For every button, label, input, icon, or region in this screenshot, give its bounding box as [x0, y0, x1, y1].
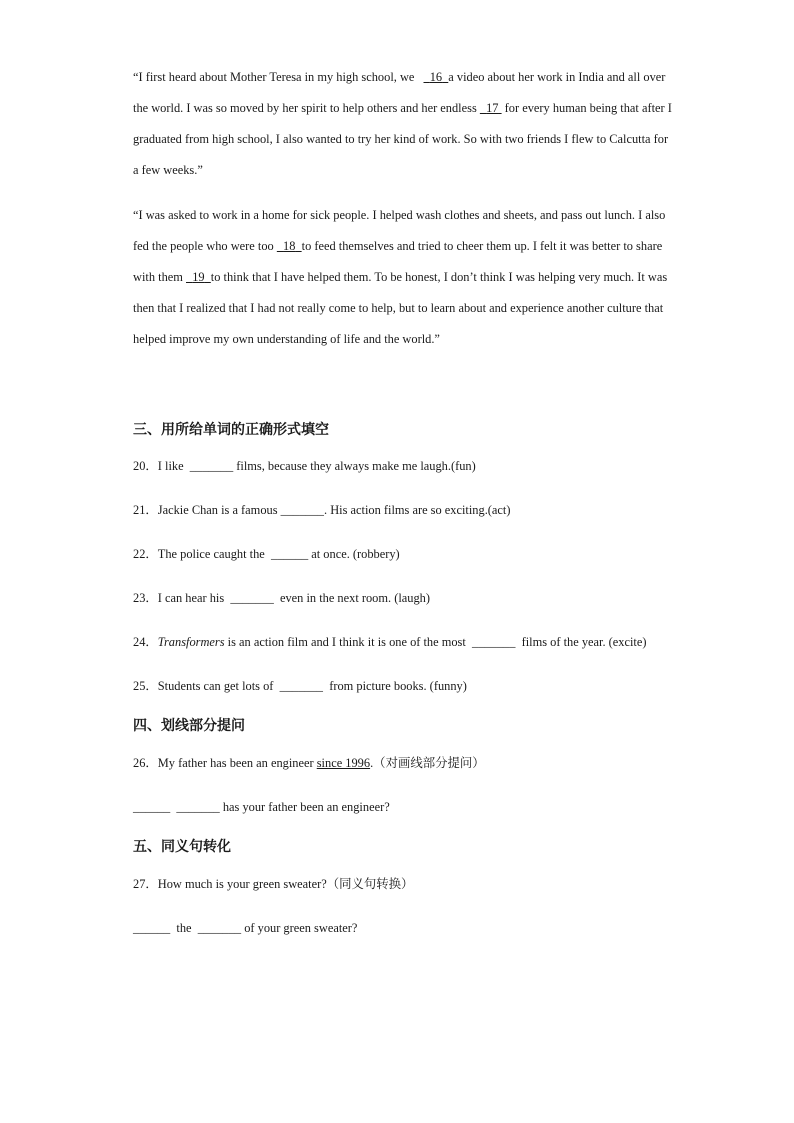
question-26: 26．My father has been an engineer since 1996.（对画线部分提问） [133, 756, 485, 770]
passage-text: “I was asked to work in a home for sick people. I helped wash clothes and sheets, and pass out lunch. I also fed the people who were too [133, 208, 666, 253]
blank-16[interactable]: 16 [429, 70, 443, 84]
answer-line-27: ______ the _______ of your green sweater? [133, 921, 358, 935]
section-heading-5: 五、同义句转化 [133, 839, 231, 855]
section-heading-4: 四、划线部分提问 [133, 718, 245, 734]
film-title: Transformers [157, 635, 225, 649]
question-27: 27．How much is your green sweater?（同义句转换） [133, 877, 414, 891]
passage-text: for every human being that after I graduated from high school, I also wanted to try her kind of work. So with two friends I flew to Calcutta for a few weeks.” [133, 101, 672, 177]
blank-17[interactable]: 17 [486, 101, 499, 115]
passage-paragraph-2 [133, 200, 673, 355]
answer-blank-20[interactable]: _______ [189, 459, 234, 473]
answer-blank-24[interactable]: _______ [472, 635, 516, 649]
passage-text: to feed themselves and tried to cheer them up. I felt it was better to share with them [133, 239, 663, 284]
answer-line-26: ______ _______ has your father been an engineer? [133, 800, 390, 814]
question-20: 20．I like _______ films, because they always make me laugh.(fun) [133, 459, 476, 473]
answer-blank-27a[interactable]: ______ [133, 921, 171, 935]
passage-text: to think that I have helped them. To be honest, I don’t think I was helping very much. It was then that I realized that I had not really come to help, but to learn about and experience another culture that helped improve my own understanding of life and the world.” [133, 270, 668, 346]
passage-text: “I first heard about Mother Teresa in my high school, we [133, 70, 418, 84]
worksheet-page [133, 62, 673, 944]
blank-18[interactable]: 18 [283, 239, 296, 253]
passage-paragraph-1 [133, 62, 673, 186]
answer-blank-26a[interactable]: ______ [133, 800, 171, 814]
answer-blank-23[interactable]: _______ [230, 591, 274, 605]
question-22: 22．The police caught the ______ at once. (robbery) [133, 547, 400, 561]
answer-blank-21[interactable]: _______ [280, 503, 324, 517]
question-23: 23．I can hear his _______ even in the next room. (laugh) [133, 591, 430, 605]
question-25: 25．Students can get lots of _______ from picture books. (funny) [133, 679, 467, 693]
answer-blank-25[interactable]: _______ [279, 679, 323, 693]
passage-text: a video about her work in India and all over the world. I was so moved by her spirit to help others and her endless [133, 70, 666, 115]
underlined-phrase: since 1996 [316, 756, 371, 770]
answer-blank-26b[interactable]: _______ [176, 800, 220, 814]
answer-blank-22[interactable]: ______ [271, 547, 309, 561]
answer-blank-27b[interactable]: _______ [197, 921, 242, 935]
question-24: 24．Transformers is an action film and I think it is one of the most _______ films of the year. (excite) [133, 635, 647, 649]
blank-19[interactable]: 19 [192, 270, 205, 284]
section-heading-3: 三、用所给单词的正确形式填空 [133, 422, 329, 438]
question-21: 21．Jackie Chan is a famous _______. His action films are so exciting.(act) [133, 503, 511, 517]
